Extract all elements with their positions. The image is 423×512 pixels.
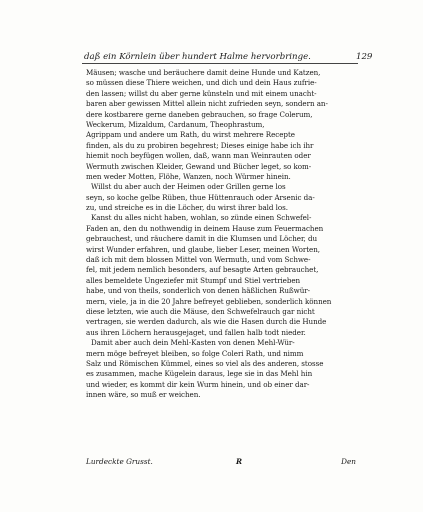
text-line: hiemit noch beyfügen wollen, daß, wann man Weinrauten oder xyxy=(86,151,311,161)
text-line: Salz und Römischen Kümmel, eines so viel als des anderen, stosse xyxy=(86,358,324,368)
text-line: so müssen diese Thiere weichen, und dich und dein Haus zufrie- xyxy=(86,78,317,88)
page-number: 129 xyxy=(356,52,373,62)
text-line: wirst Wunder erfahren, und glaube, lieber Leser, meinen Worten, xyxy=(86,244,320,254)
running-header: daß ein Körnlein über hundert Halme hervorbringe. xyxy=(84,52,311,62)
text-line: Willst du aber auch der Heimen oder Grillen gerne los xyxy=(91,182,286,192)
catchword: Den xyxy=(341,457,356,466)
text-line: men weder Motten, Flöhe, Wanzen, noch Würmer hinein. xyxy=(86,171,291,181)
text-line: mern, viele, ja in die 20 Jahre befreyet geblieben, sonderlich können xyxy=(86,296,332,306)
text-line: seyn, so koche gelbe Rüben, thue Hüttenrauch oder Arsenic da- xyxy=(86,192,315,202)
text-line: es zusammen, mache Kügelein daraus, lege sie in das Mehl hin xyxy=(86,369,313,379)
text-line: den lassen; willst du aber gerne künsteln und mit einem unacht- xyxy=(86,88,317,98)
text-line: innen wäre, so muß er weichen. xyxy=(86,390,201,400)
text-line: baren aber gewissen Mittel allein nicht zufrieden seyn, sondern an- xyxy=(86,99,328,109)
text-line: finden, als du zu probiren begehrest; Dieses einige habe ich ihr xyxy=(86,140,314,150)
text-line: Faden an, den du nothwendig in deinem Hause zum Feuermachen xyxy=(86,223,324,233)
text-line: und wieder, es kommt dir kein Wurm hinein, und ob einer dar- xyxy=(86,379,310,389)
text-line: Mäusen; wasche und beräuchere damit deine Hunde und Katzen, xyxy=(86,68,321,77)
page-footer xyxy=(86,457,356,469)
text-line: habe, und von theils, sonderlich von denen häßlichen Rußwür- xyxy=(86,286,310,296)
text-line: mern möge befreyet bleiben, so folge Coleri Rath, und nimm xyxy=(86,348,304,358)
text-line: Weckerum, Mizaldum, Cardanum, Theophrastum, xyxy=(86,119,265,129)
text-line: Wermuth zwischen Kleider, Gewand und Bücher leget, so kom- xyxy=(86,161,312,171)
text-line: diese letzten, wie auch die Mäuse, den Schwefelrauch gar nicht xyxy=(86,306,315,316)
signature-mark: R xyxy=(236,457,243,466)
header-rule xyxy=(82,63,358,64)
text-line: daß ich mit dem blossen Mittel von Wermuth, und vom Schwe- xyxy=(86,255,311,265)
text-line: Kanst du alles nicht haben, wohlan, so zünde einen Schwefel- xyxy=(91,213,312,223)
text-line: Damit aber auch dein Mehl-Kasten von denen Mehl-Wür- xyxy=(91,338,295,348)
text-line: vertragen, sie werden dadurch, als wie die Hasen durch die Hunde xyxy=(86,317,327,327)
text-line: dere kostbarere gerne daneben gebrauchen, so frage Colerum, xyxy=(86,109,313,119)
text-line: gebrauchest, und räuchere damit in die Klumsen und Löcher, du xyxy=(86,234,318,244)
footer-left-text: Lurdeckte Grusst. xyxy=(86,457,153,466)
text-line: zu, und streiche es in die Löcher, du wirst ihrer bald los. xyxy=(86,203,288,213)
text-line: aus ihren Löchern herausgejaget, und fallen halb todt nieder. xyxy=(86,327,306,337)
text-line: fel, mit jedem nemlich besonders, auf besagte Arten gebrauchet, xyxy=(86,265,319,275)
body-text xyxy=(86,68,356,401)
text-line: alles bemeldete Ungeziefer mit Stumpf und Stiel vertrieben xyxy=(86,275,301,285)
text-line: Agrippam und andere um Rath, du wirst mehrere Recepte xyxy=(86,130,295,140)
